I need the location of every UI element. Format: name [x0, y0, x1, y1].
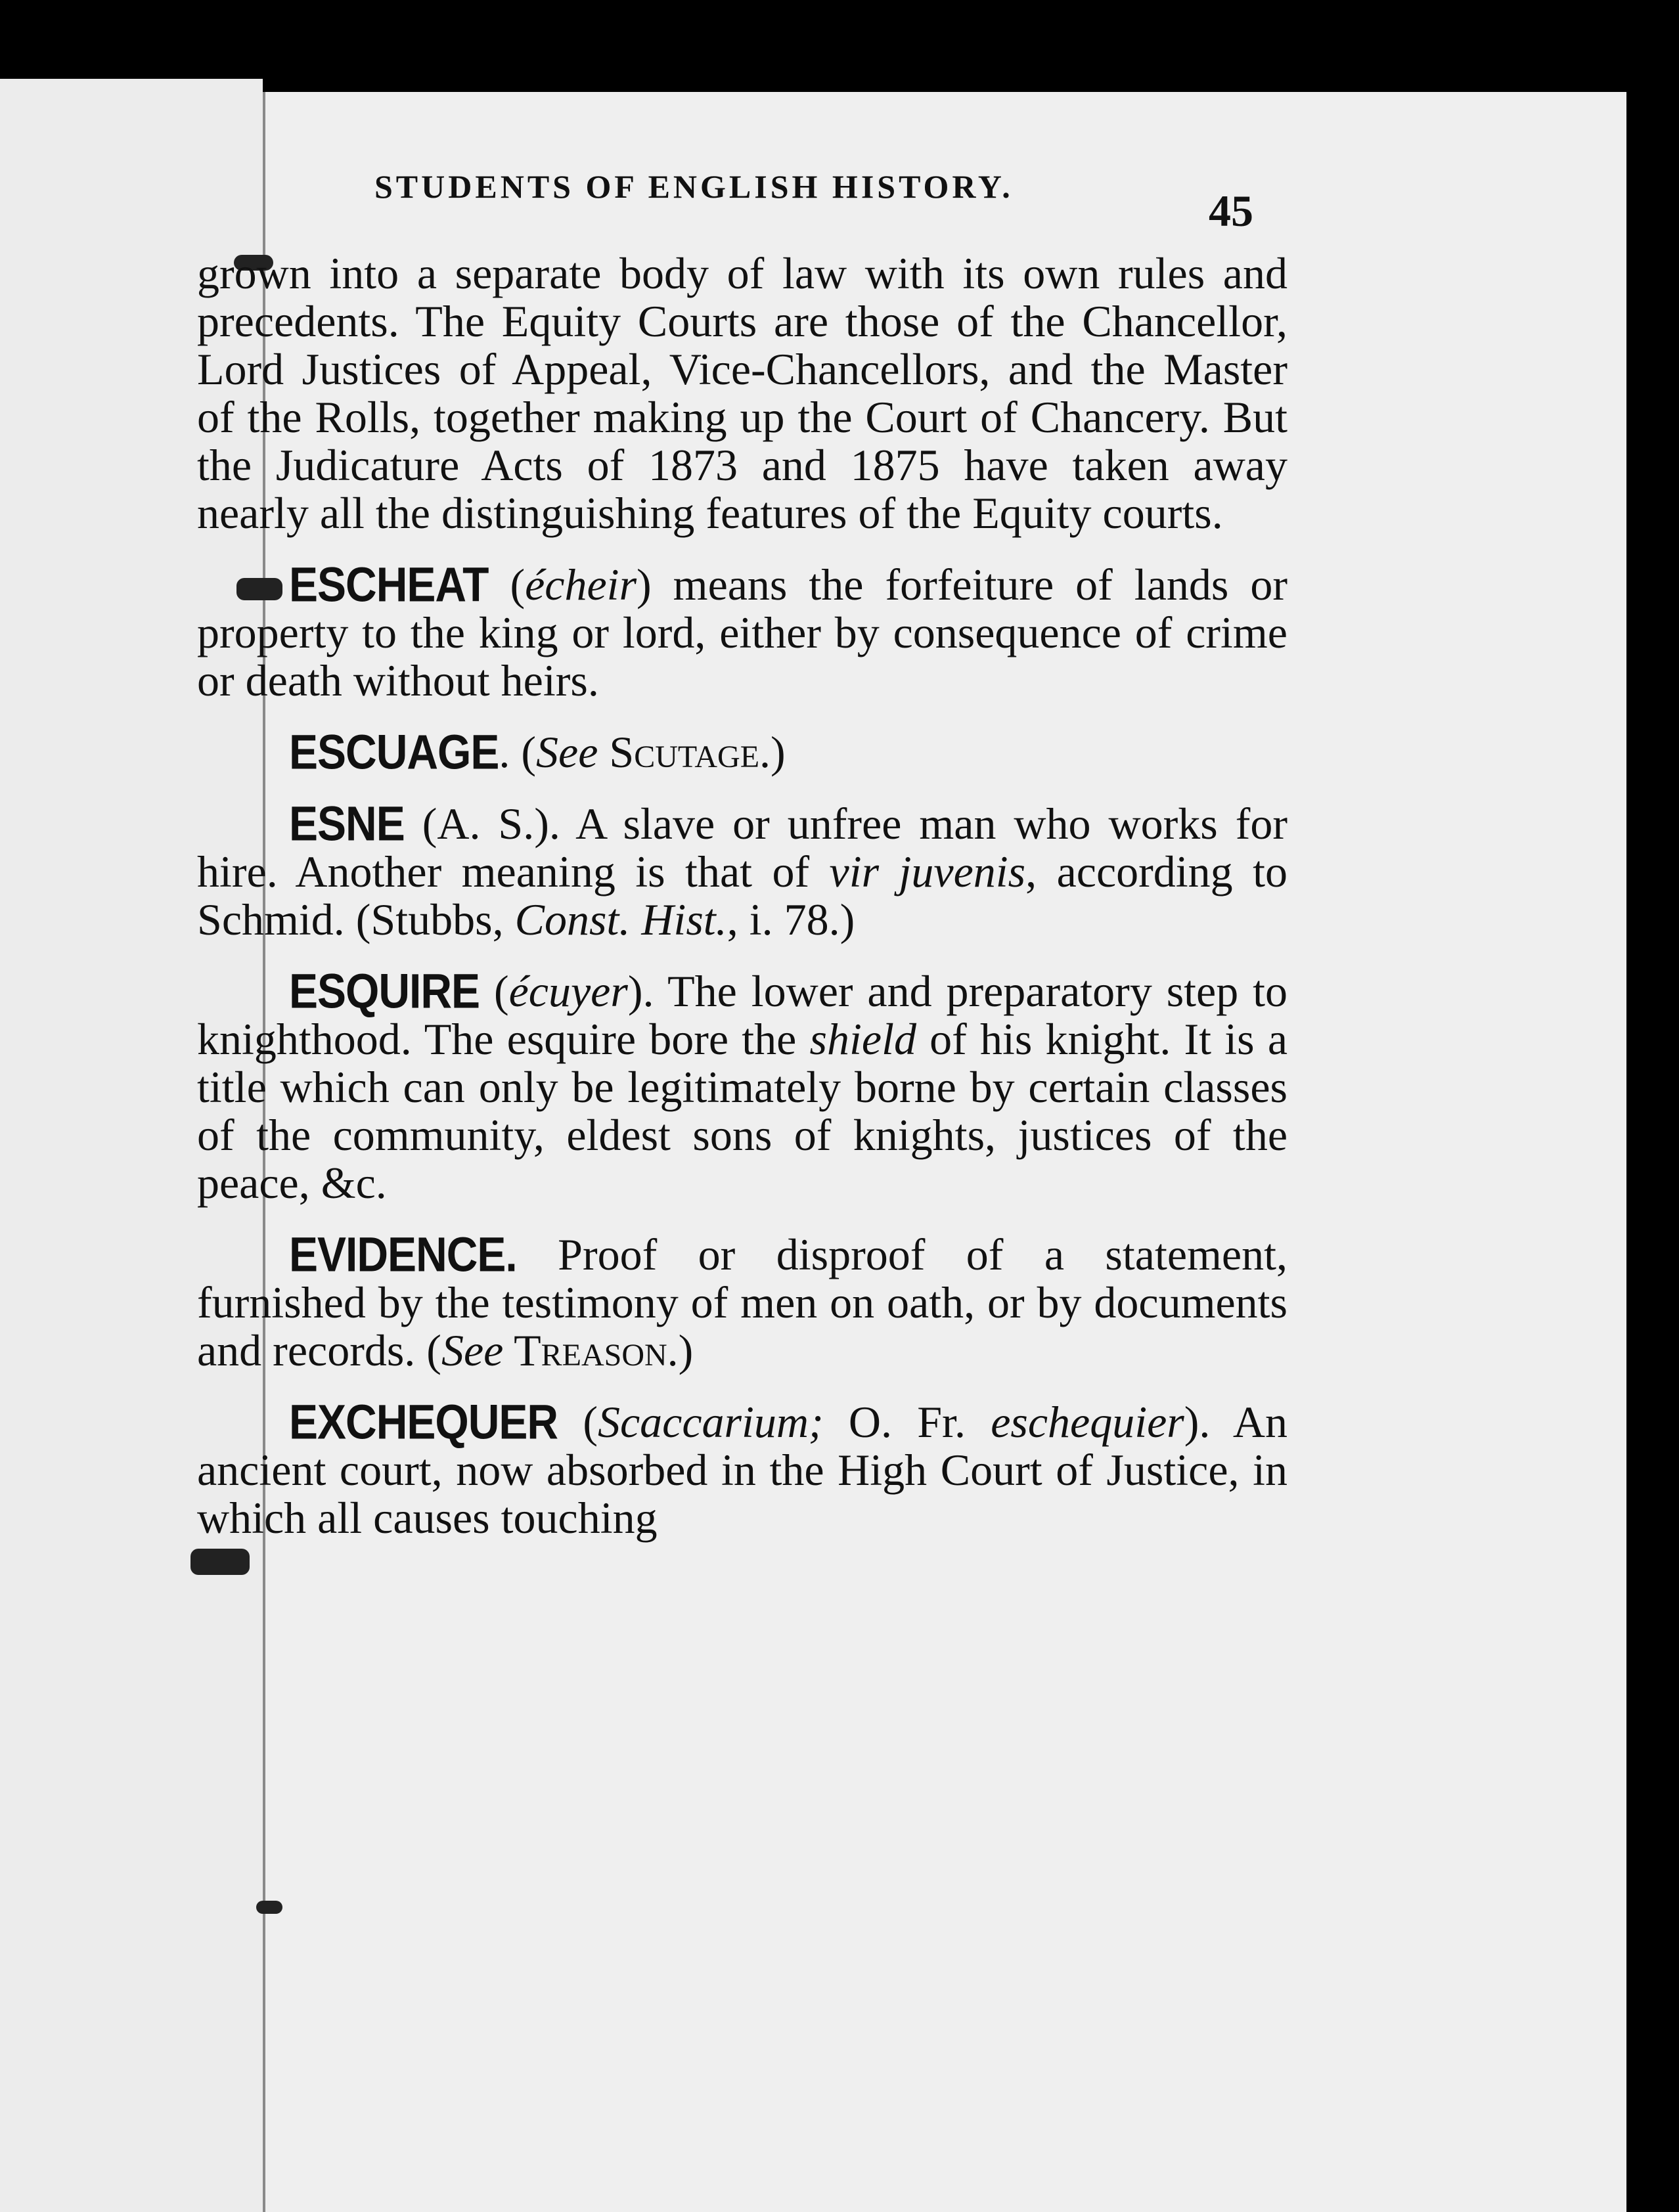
- entry-evidence: [197, 1227, 1287, 1375]
- definition: of his knight. It is a title which can only be legitimately borne by certain classes of the community, eldest sons of knights, justices of the peace, &c.: [197, 1014, 1288, 1208]
- headword-exchequer: EXCHEQUER: [289, 1394, 558, 1449]
- entry-esne: [197, 796, 1287, 944]
- running-title: STUDENTS OF ENGLISH HISTORY.: [374, 168, 1014, 205]
- entry-esquire: [197, 963, 1288, 1208]
- punct: ).: [627, 966, 668, 1016]
- definition: Proof or disproof of a statement, furnished by the testimony of men on oath, or by documents and records. (: [197, 1229, 1287, 1375]
- headword-esquire: ESQUIRE: [289, 963, 480, 1019]
- paragraph-equity: grown into a separate body of law with its own rules and precedents. The Equity Courts are those of the Chancellor, Lord Justices of Appeal, Vice-Chancellors, and the Master of the Rolls, together making up the Court of Chancery. But the Judicature Acts of 1873 and 1875 have taken away nearly all the distinguishing features of the Equity courts.: [197, 248, 1287, 538]
- see-label: See: [536, 727, 598, 777]
- punct: ): [637, 560, 673, 609]
- entry-escuage: [197, 724, 1287, 780]
- headword-esne: ESNE: [289, 796, 405, 851]
- definition: ). An ancient court, now absorbed in the High Court of Justice, in which all causes touching: [197, 1397, 1287, 1543]
- italic-word: shield: [809, 1014, 916, 1064]
- headword-escuage: ESCUAGE: [289, 724, 499, 780]
- french-term: eschequier: [991, 1397, 1184, 1447]
- headword-evidence: EVIDENCE.: [289, 1227, 517, 1282]
- definition: The lower and preparatory step to knighthood. The esquire bore the: [197, 966, 1288, 1064]
- etymology: écuyer: [508, 966, 628, 1016]
- definition: , according to Schmid. (Stubbs,: [197, 847, 1287, 944]
- cross-reference: Scutage.): [598, 727, 786, 777]
- citation-title: Const. Hist.: [514, 895, 727, 944]
- punct: (: [488, 560, 526, 609]
- headword-escheat: ESCHEAT: [289, 557, 489, 612]
- binding-thread-mark: [256, 1901, 282, 1914]
- etymology: écheir: [525, 560, 637, 609]
- latin-term: Scaccarium;: [597, 1397, 824, 1447]
- definition: , i. 78.): [727, 895, 855, 944]
- cross-reference: Treason.): [503, 1325, 694, 1375]
- definition: (A. S.). A slave or unfree man who works for hire. Another meaning is that of: [197, 799, 1287, 896]
- punct: (: [480, 966, 509, 1016]
- page-number: 45: [1209, 186, 1253, 236]
- punct: (: [558, 1397, 598, 1447]
- language-abbrev: O. Fr.: [823, 1397, 991, 1447]
- entry-escheat: [197, 557, 1287, 705]
- entry-exchequer: [197, 1394, 1287, 1543]
- page-text: [197, 250, 1287, 1566]
- definition: means the forfeiture of lands or property to the king or lord, either by consequence of crime or death without heirs.: [197, 560, 1287, 705]
- see-label: See: [441, 1325, 504, 1375]
- latin-phrase: vir juvenis: [829, 847, 1026, 896]
- punct: . (: [499, 727, 537, 777]
